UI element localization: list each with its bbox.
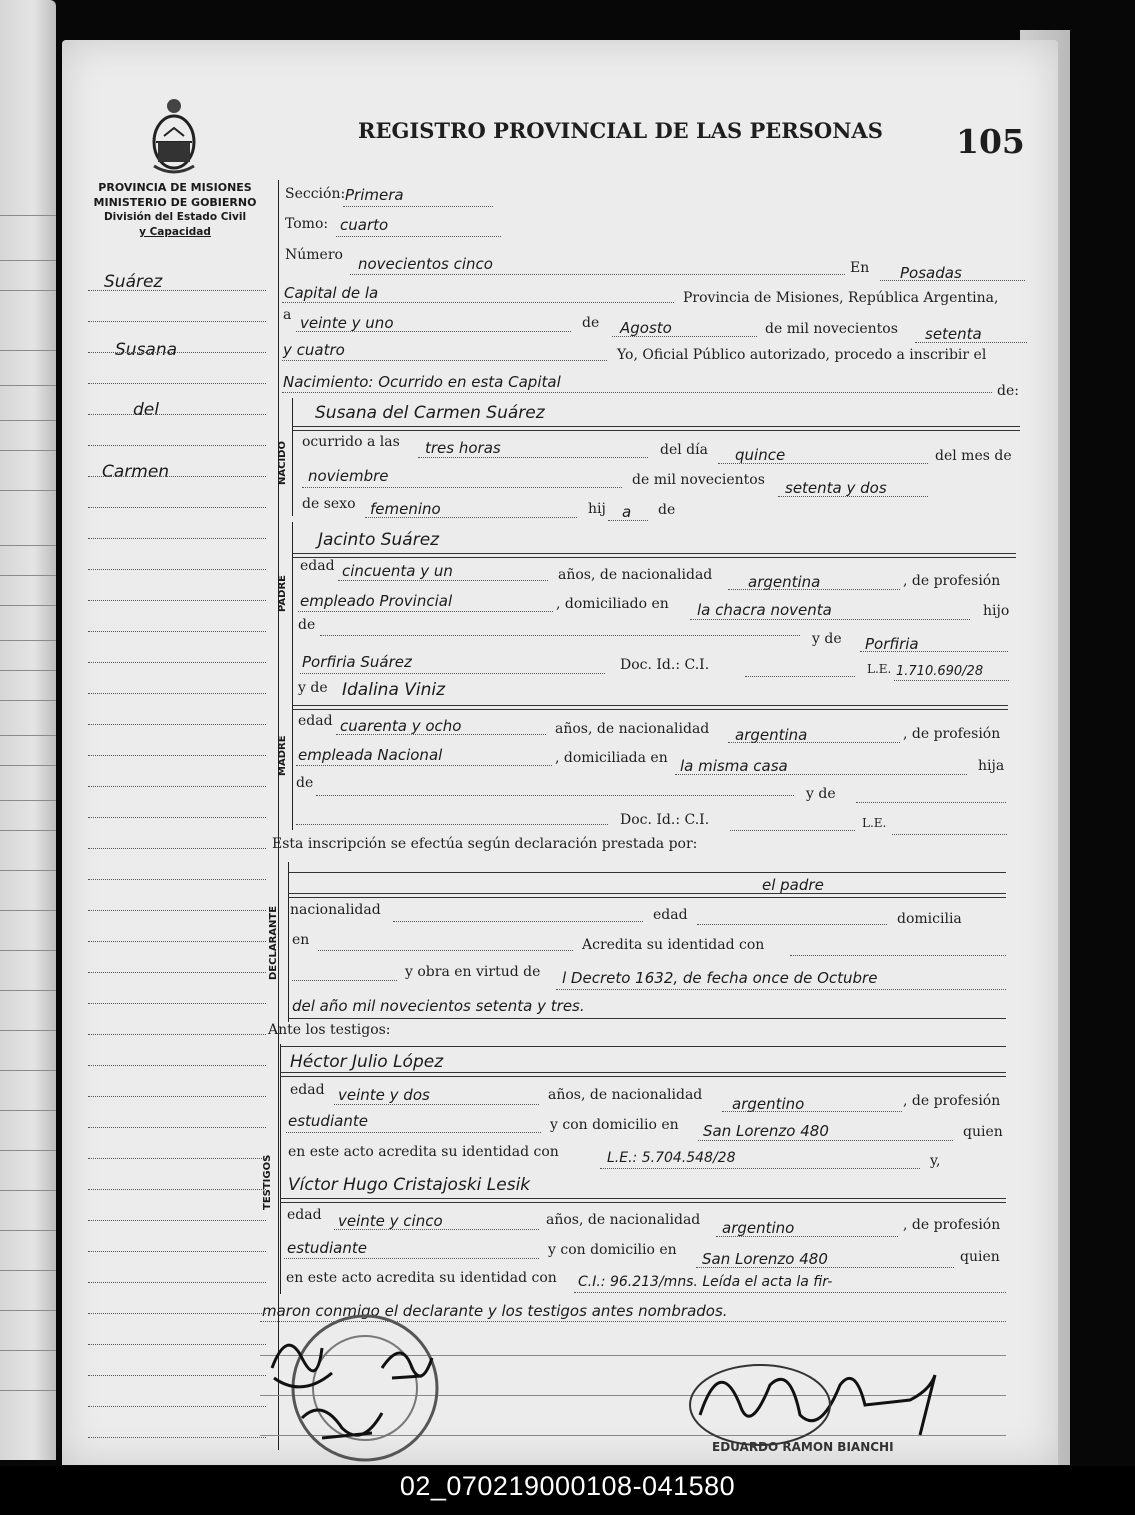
padre-dom-label: , domiciliado en (556, 596, 669, 612)
anio-inscripcion-1: setenta (925, 325, 982, 343)
testigo1-edad: veinte y dos (338, 1086, 430, 1104)
provincia-label: Provincia de Misiones, República Argentina, (683, 290, 999, 306)
margin-rule (88, 383, 266, 384)
padre-nac-label: años, de nacionalidad (558, 567, 713, 583)
signature-witnesses (262, 1318, 482, 1458)
margin-rule (88, 662, 266, 663)
padre-edad-label: edad (300, 558, 335, 574)
margin-rule (88, 755, 266, 756)
margin-rule (88, 941, 266, 942)
t1-quien-label: quien (963, 1124, 1003, 1140)
margin-rule (88, 414, 266, 415)
t1-y-label: y, (930, 1153, 941, 1169)
margin-rule (88, 321, 266, 322)
declarante-section-label: DECLARANTE (268, 905, 279, 980)
margin-rule (88, 1158, 266, 1159)
margin-rule (88, 972, 266, 973)
margin-rule (88, 1344, 266, 1345)
madre-yde2-label: y de (806, 786, 836, 802)
padre-le: 1.710.690/28 (896, 664, 984, 679)
dia-inscripcion: veinte y uno (300, 314, 394, 332)
margin-middle-1: del (133, 400, 159, 420)
seccion-label: Sección: (285, 186, 346, 202)
padre-doc-label: Doc. Id.: C.I. (620, 657, 710, 673)
nacido-anio: setenta y dos (785, 479, 887, 497)
del-mes-label: del mes de (935, 448, 1012, 464)
del-dia-label: del día (660, 442, 708, 458)
anio-label: de mil novecientos (765, 321, 898, 337)
margin-rule (88, 693, 266, 694)
padre-edad: cincuenta y un (342, 562, 453, 580)
hij-suffix: a (622, 503, 632, 521)
margin-rule (88, 1127, 266, 1128)
column-divider (278, 180, 279, 1450)
page-title: REGISTRO PROVINCIAL DE LAS PERSONAS (358, 118, 883, 143)
padre-nombre: Jacinto Suárez (318, 530, 440, 550)
en-label: En (850, 260, 870, 276)
t2-dom-label: y con domicilio en (548, 1242, 677, 1258)
t2-nac-label: años, de nacionalidad (546, 1212, 701, 1228)
madre-yde-label: y de (298, 680, 328, 696)
margin-rule (88, 476, 266, 477)
de-label-1: de (582, 315, 600, 331)
margin-rule (88, 910, 266, 911)
margin-rule (88, 538, 266, 539)
t1-edad-label: edad (290, 1082, 325, 1098)
nacido-sexo: femenino (370, 500, 441, 518)
nacido-section-label: NACIDO (277, 441, 288, 485)
margin-rule (88, 1220, 266, 1221)
abuela-paterna: Porfiria (865, 635, 919, 653)
nacido-mes: noviembre (308, 467, 389, 485)
padre-profesion: empleado Provincial (300, 592, 453, 610)
testigo1-domicilio: San Lorenzo 480 (703, 1122, 829, 1140)
t2-quien-label: quien (960, 1249, 1000, 1265)
office-block (80, 180, 270, 240)
capital-value: Capital de la (284, 284, 379, 302)
national-crest-icon (150, 96, 198, 174)
madre-profesion: empleada Nacional (298, 746, 443, 764)
margin-rule (88, 1375, 266, 1376)
testigo2-nacionalidad: argentino (722, 1219, 795, 1237)
a-label: a (283, 307, 292, 323)
margin-middle-2: Carmen (102, 462, 170, 482)
madre-dom-label: , domiciliada en (555, 750, 668, 766)
t2-prof-label: , de profesión (903, 1217, 1001, 1233)
madre-de-label: de (296, 775, 314, 791)
declarante-edad-label: edad (653, 907, 688, 923)
nacido-nombre: Susana del Carmen Suárez (315, 403, 545, 423)
tomo-value: cuarto (340, 216, 389, 234)
testigo2-edad: veinte y cinco (338, 1212, 443, 1230)
madre-prof-label: , de profesión (903, 726, 1001, 742)
testigos-intro: Ante los testigos: (268, 1022, 391, 1038)
numero-label: Número (285, 247, 343, 263)
office-line-capacity: y Capacidad (139, 226, 211, 238)
testigos-section-label: TESTIGOS (262, 1154, 273, 1210)
margin-rule (88, 1437, 266, 1438)
margin-rule (88, 1034, 266, 1035)
testigo1-documento: L.E.: 5.704.548/28 (607, 1150, 736, 1166)
t2-edad-label: edad (287, 1207, 322, 1223)
seccion-value: Primera (345, 186, 404, 204)
madre-nac-label: años, de nacionalidad (555, 721, 710, 737)
testigo2-nombre: Víctor Hugo Cristajoski Lesik (288, 1175, 531, 1195)
madre-nacionalidad: argentina (735, 726, 808, 744)
numero-value: novecientos cinco (358, 255, 493, 273)
decreto-line-2: del año mil novecientos setenta y tres. (292, 997, 585, 1015)
testigo1-profesion: estudiante (288, 1112, 368, 1130)
testigo2-documento: C.I.: 96.213/mns. Leída el acta la fir- (578, 1274, 833, 1290)
declarante-nac-label: nacionalidad (290, 902, 381, 918)
margin-rule (88, 1406, 266, 1407)
margin-rule (88, 600, 266, 601)
de-colon-label: de: (997, 383, 1019, 399)
padre-domicilio: la chacra noventa (697, 601, 832, 619)
hijo-label: hijo (983, 603, 1010, 619)
tomo-label: Tomo: (285, 216, 329, 232)
padre-prof-label: , de profesión (903, 573, 1001, 589)
office-line-province: PROVINCIA DE MISIONES (98, 181, 252, 194)
testigo1-nombre: Héctor Julio López (290, 1052, 444, 1072)
margin-rule (88, 1065, 266, 1066)
declarante-quien: el padre (762, 876, 824, 894)
margin-rule (88, 786, 266, 787)
office-line-division: División del Estado Civil (103, 211, 247, 223)
padre-de-label: de (298, 617, 316, 633)
madre-domicilio: la misma casa (680, 757, 788, 775)
margin-rule (88, 879, 266, 880)
padre-le-label: L.E. (867, 662, 892, 676)
madre-edad-label: edad (298, 713, 333, 729)
margin-surname: Suárez (104, 272, 163, 292)
madre-nombre: Idalina Viniz (342, 680, 446, 700)
margin-rule (88, 1313, 266, 1314)
margin-rule (88, 1003, 266, 1004)
margin-rule (88, 290, 266, 291)
t1-nac-label: años, de nacionalidad (548, 1087, 703, 1103)
madre-edad: cuarenta y ocho (340, 717, 462, 735)
oficial-label: Yo, Oficial Público autorizado, procedo a inscribir el (617, 347, 987, 363)
margin-rule (88, 724, 266, 725)
en-value: Posadas (900, 264, 962, 282)
margin-first-name: Susana (115, 340, 178, 360)
testigo2-profesion: estudiante (287, 1239, 367, 1257)
margin-rule (88, 1096, 266, 1097)
madre-le-label: L.E. (862, 816, 887, 830)
margin-rule (88, 1189, 266, 1190)
t1-acredita-label: en este acto acredita su identidad con (288, 1144, 559, 1160)
mes-inscripcion: Agosto (620, 319, 672, 337)
obra-label: y obra en virtud de (405, 964, 541, 980)
hija-label: hija (978, 758, 1005, 774)
padre-section-label: PADRE (277, 575, 288, 612)
anio-inscripcion-2: y cuatro (283, 341, 345, 359)
stamp-official-name: EDUARDO RAMON BIANCHI (712, 1440, 894, 1454)
testigo1-nacionalidad: argentino (732, 1095, 805, 1113)
acta-cierre: maron conmigo el declarante y los testigos antes nombrados. (262, 1302, 728, 1320)
t2-acredita-label: en este acto acredita su identidad con (286, 1270, 557, 1286)
declaracion-intro: Esta inscripción se efectúa según declaración prestada por: (272, 836, 698, 852)
t1-prof-label: , de profesión (903, 1093, 1001, 1109)
margin-rule (88, 445, 266, 446)
margin-rule (88, 352, 266, 353)
nacido-de-label: de (658, 502, 676, 518)
left-page-edge (0, 0, 56, 1460)
nacido-hora: tres horas (425, 439, 501, 457)
ocurrido-label: ocurrido a las (302, 434, 400, 450)
madre-doc-label: Doc. Id.: C.I. (620, 812, 710, 828)
padre-yde-label: y de (812, 631, 842, 647)
hij-label: hij (588, 501, 606, 517)
abuelo-paterno: Porfiria Suárez (302, 653, 412, 671)
t1-dom-label: y con domicilio en (550, 1117, 679, 1133)
nacido-dia: quince (735, 446, 786, 464)
page-number: 105 (956, 122, 1025, 161)
decreto-line-1: l Decreto 1632, de fecha once de Octubre (562, 969, 878, 987)
margin-rule (88, 848, 266, 849)
margin-rule (88, 569, 266, 570)
nacido-anio-label: de mil novecientos (632, 472, 765, 488)
madre-section-label: MADRE (277, 735, 288, 776)
acredita-label: Acredita su identidad con (582, 937, 765, 953)
declarante-en-label: en (292, 932, 310, 948)
signature-official (680, 1345, 960, 1455)
testigo2-domicilio: San Lorenzo 480 (702, 1250, 828, 1268)
declarante-dom-label: domicilia (897, 911, 962, 927)
padre-nacionalidad: argentina (748, 573, 821, 591)
image-id-caption: 02_070219000108-041580 (399, 1471, 736, 1501)
margin-rule (88, 1251, 266, 1252)
office-line-ministry: MINISTERIO DE GOBIERNO (93, 196, 257, 209)
acto-value: Nacimiento: Ocurrido en esta Capital (283, 373, 561, 391)
margin-rule (88, 507, 266, 508)
sexo-label: de sexo (302, 496, 356, 512)
margin-rule (88, 817, 266, 818)
margin-rule (88, 1282, 266, 1283)
margin-rule (88, 631, 266, 632)
